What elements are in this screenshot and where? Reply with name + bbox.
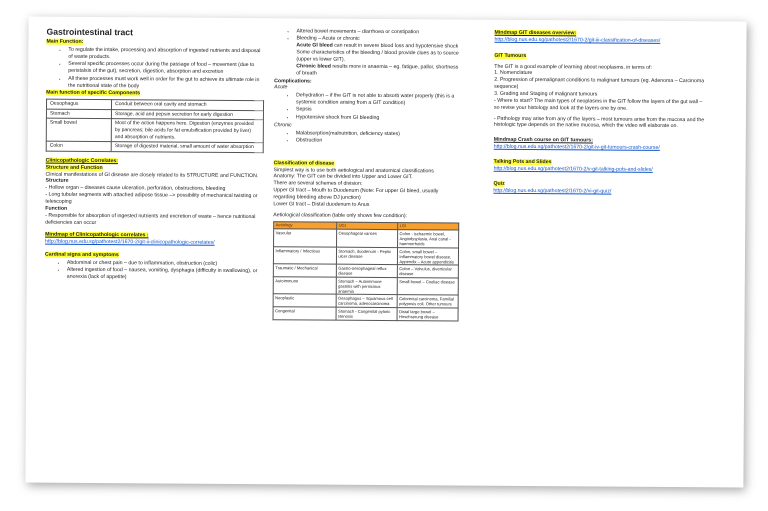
table-cell: Congenital — [273, 307, 336, 320]
classification-heading: Classification of disease — [273, 159, 335, 167]
list-item: • Sepsis — [296, 107, 460, 115]
table-cell: Colorectal carcinoma, Familial polyposis coli, Other tumours — [397, 295, 458, 308]
list-item: • Hypotensive shock from GI bleeding — [296, 114, 460, 122]
chronic-bleed-label: Chronic bleed — [296, 63, 331, 70]
bleeding-line: Bleeding – Acute or chronic — [296, 35, 360, 43]
list-item: • Several specific processes occur during the passage of food – movement (due to peristalsis of the gut), secretion, digestion, absorption and excretion — [68, 61, 264, 76]
classification-line: Upper GI tract – Mouth to Duodenum (Note: For upper GI bleed, usually regarding bleeding above DJ junction) — [273, 187, 439, 201]
list-item: • To regulate the intake, processing and absorption of ingested nutrients and disposal of waste products. — [68, 47, 264, 62]
table-cell: Stomach - Congenital pyloric stenosis — [336, 307, 397, 320]
table-cell: Oesophageal varices — [336, 229, 397, 247]
aetiology-table — [273, 221, 460, 321]
table-cell: Small bowel – Coeliac disease — [397, 277, 458, 295]
overview-link[interactable]: http://blog.nus.edu.sg/pathotest2/1670-2/git-iii-classification-of-diseases/ — [494, 36, 661, 44]
complications-acute-label: Acute — [274, 84, 288, 91]
table-row — [46, 119, 263, 143]
talking-pots-heading: Talking Pots and Slides — [493, 158, 552, 166]
crash-course-heading: Mindmap Crash course on GIT tumours: — [493, 137, 593, 144]
structure-line: - Hollow organ – diseases cause ulceration, perforation, obstructions, bleeding — [45, 184, 226, 193]
table-cell: Small bowel — [46, 119, 111, 142]
bleeding-clues: Some characteristics of the bleeding / blood provide clues as to source (upper vs lower GIT). — [296, 49, 459, 63]
list-item: • Obstruction — [296, 137, 460, 145]
table-cell: Oesophagus — [46, 99, 111, 109]
classification-line: Simplest way is to use both aetiological and anatomical classifications — [273, 166, 434, 174]
table-row — [273, 246, 458, 265]
list-item: • Altered bowel movements – diarrhoea or constipation — [297, 28, 461, 36]
table-cell: Stomach — [46, 109, 111, 119]
function-line: - Responsible for absorption of ingested nutrients and excretion of waste – hence nutritional deficiencies can occur — [45, 212, 256, 226]
table-row — [273, 307, 458, 321]
classification-line: There are several schemes of division: — [273, 180, 363, 188]
list-item: • Altered ingestion of food – nausea, vomiting, dysphagia (difficulty in swallowing), or anorexia (lack of appetite) — [67, 267, 263, 282]
table-cell: Conduit between oral cavity and stomach — [112, 100, 264, 111]
tumours-intro: The GIT is a good example of learning about neoplasms, in terms of: — [494, 63, 652, 71]
list-item: • Abdominal or chest pain – due to inflammation, obstruction (colic) — [67, 260, 263, 268]
page-title: Gastrointestinal tract — [46, 26, 134, 38]
document-page — [25, 16, 746, 487]
main-function-list — [46, 47, 264, 91]
column-header: UGI — [337, 222, 398, 230]
table-cell: Autoimmune — [273, 277, 336, 295]
components-table — [46, 99, 264, 153]
tumours-list-item: 1. Nomenclature — [494, 70, 533, 77]
aetiology-table-caption: Aetiological classification (table only shows few condition): — [273, 211, 408, 219]
table-cell: Neoplastic — [273, 294, 336, 307]
chronic-complications-list — [274, 130, 460, 146]
list-item: • Malabsorption(malnutrition, deficiency states) — [296, 130, 460, 138]
list-item — [296, 36, 460, 78]
table-cell: Colon – Volvulus, diverticular disease — [397, 265, 458, 278]
column-header: Aetiology — [274, 221, 337, 229]
acute-complications-list — [274, 92, 460, 122]
column-right — [493, 30, 706, 196]
table-cell: Colon — [46, 141, 111, 151]
table-cell: Gastro-oesophageal reflux disease — [336, 264, 397, 277]
column-header: LGI — [398, 222, 459, 230]
crash-course-link[interactable]: http://blog.nus.edu.sg/pathotest2/1670-2/git-iv-git-tumours-crash-course/ — [493, 143, 660, 152]
components-heading: Main function of specific Components — [46, 89, 141, 97]
column-middle — [273, 28, 461, 321]
table-row — [273, 277, 458, 296]
talking-pots-link[interactable]: http://blog.nus.edu.sg/pathotest2/1670-2/v-git-talking-pots-and-slides/ — [493, 165, 653, 173]
cardinal-heading: Cardinal signs and symptoms — [44, 251, 119, 259]
table-cell: Traumatic / Mechanical — [273, 264, 336, 277]
complications-heading: Complications: — [274, 77, 312, 84]
table-cell: Storage, acid and pepsin secretion for early digestion — [112, 109, 264, 120]
table-cell: Stomach, duodenum - Peptic ulcer disease — [336, 247, 397, 265]
table-cell: Storage of digested material, small amount of water absorption — [111, 142, 263, 153]
table-cell: Vascular — [274, 229, 337, 247]
list-item: • Dehydration – if the GIT is not able to absorb water properly (this is a systemic condition arising from a GIT condition) — [296, 93, 460, 108]
main-function-heading: Main Function: — [46, 38, 84, 46]
structure-function-heading: Structure and Function — [45, 164, 103, 171]
table-cell: Oesophagus – Squamous cell carcinoma, adenocarcinoma — [336, 295, 397, 308]
clinicopathologic-heading: Clinicopathologic Correlates: — [45, 157, 119, 164]
tumours-pathology: - Pathology may arise from any of the layers – most tumours arise from the mucosa and the histologic type depends on the native mucosa, which the video will elaborate on. — [493, 115, 705, 130]
list-item: • All these processes must work well in order for the gut to achieve its ultimate role in the nutritional state of the body — [68, 75, 264, 90]
overview-heading: Mindmap GIT diseases overview: — [494, 29, 577, 37]
complications-chronic-label: Chronic — [273, 121, 292, 129]
structure-label: Structure — [45, 177, 69, 185]
table-cell: Colon - ischaemic bowel, Angiodysplasia, Anal canal - haemorrhoids — [397, 230, 458, 248]
quiz-link[interactable]: http://blog.nus.edu.sg/pathotest2/1670-2/vi-git-quiz/ — [493, 187, 612, 195]
cardinal-list — [45, 260, 263, 283]
classification-line: Anatomy: The GIT can be divided into Upper and Lower GIT. — [273, 173, 413, 181]
function-label: Function — [45, 205, 68, 212]
chronic-bleed-text: results more in anaemia – eg. fatigue, pallor, shortness of breath — [296, 63, 459, 77]
mindmap-clinicopathologic-link[interactable]: http://blog.nus.edu.sg/pathotest2/1670-2/git-ii-clinicopathologic-correlates/ — [45, 238, 215, 247]
table-cell: Most of the action happens here. Digestion (enzymes provided by pancreas; bile acids for fat emulsification provided by liver) and absorption of nutrients. — [111, 119, 263, 143]
tumours-where: - Where to start? The main types of neoplasms in the GIT follow the layers of the gut wall – so revise your histology and look at the layers one by one. — [493, 97, 703, 112]
table-cell: Stomach – Autoimmune gastritis with pernicious anaemia — [336, 277, 397, 295]
table-cell: Distal large bowel – Hirschsprung disease — [397, 308, 458, 321]
acute-bleed-label: Acute GI bleed — [296, 42, 333, 49]
structure-line: - Long tubular segments with attached adipose tissue –> possibility of mechanical twisting or telescoping — [45, 191, 258, 205]
mindmap-clinicopathologic-heading: Mindmap of Clinicopathologic correlates : — [45, 231, 149, 239]
acute-bleed-text: can result in severe blood loss and hypotensive shock — [332, 42, 459, 50]
tumours-list-item: 3. Grading and Staging of malignant tumours — [494, 90, 598, 98]
clinicopathologic-intro: Clinical manifestations of GI disease are closely related to its STRUCTURE and FUNCTION. — [45, 171, 259, 179]
tumours-list-item: 2. Progression of premalignant conditions to malignant tumours (eg. Adenoma – Carcinoma sequence) — [494, 77, 705, 91]
quiz-heading: Quiz — [493, 180, 505, 187]
table-cell: Colon, small bowel – Inflammatory bowel disease, Appendix – Acute appendicitis — [397, 247, 458, 265]
tumours-heading: GIT Tumours — [494, 52, 527, 59]
table-row — [46, 141, 263, 152]
cardinal-list-continued — [274, 28, 460, 78]
table-row — [274, 229, 459, 248]
classification-line: Lower GI tract – Distal duodenum to Anus — [273, 201, 370, 208]
table-cell: Inflammatory / Infectious — [273, 246, 336, 264]
column-left — [45, 27, 265, 284]
